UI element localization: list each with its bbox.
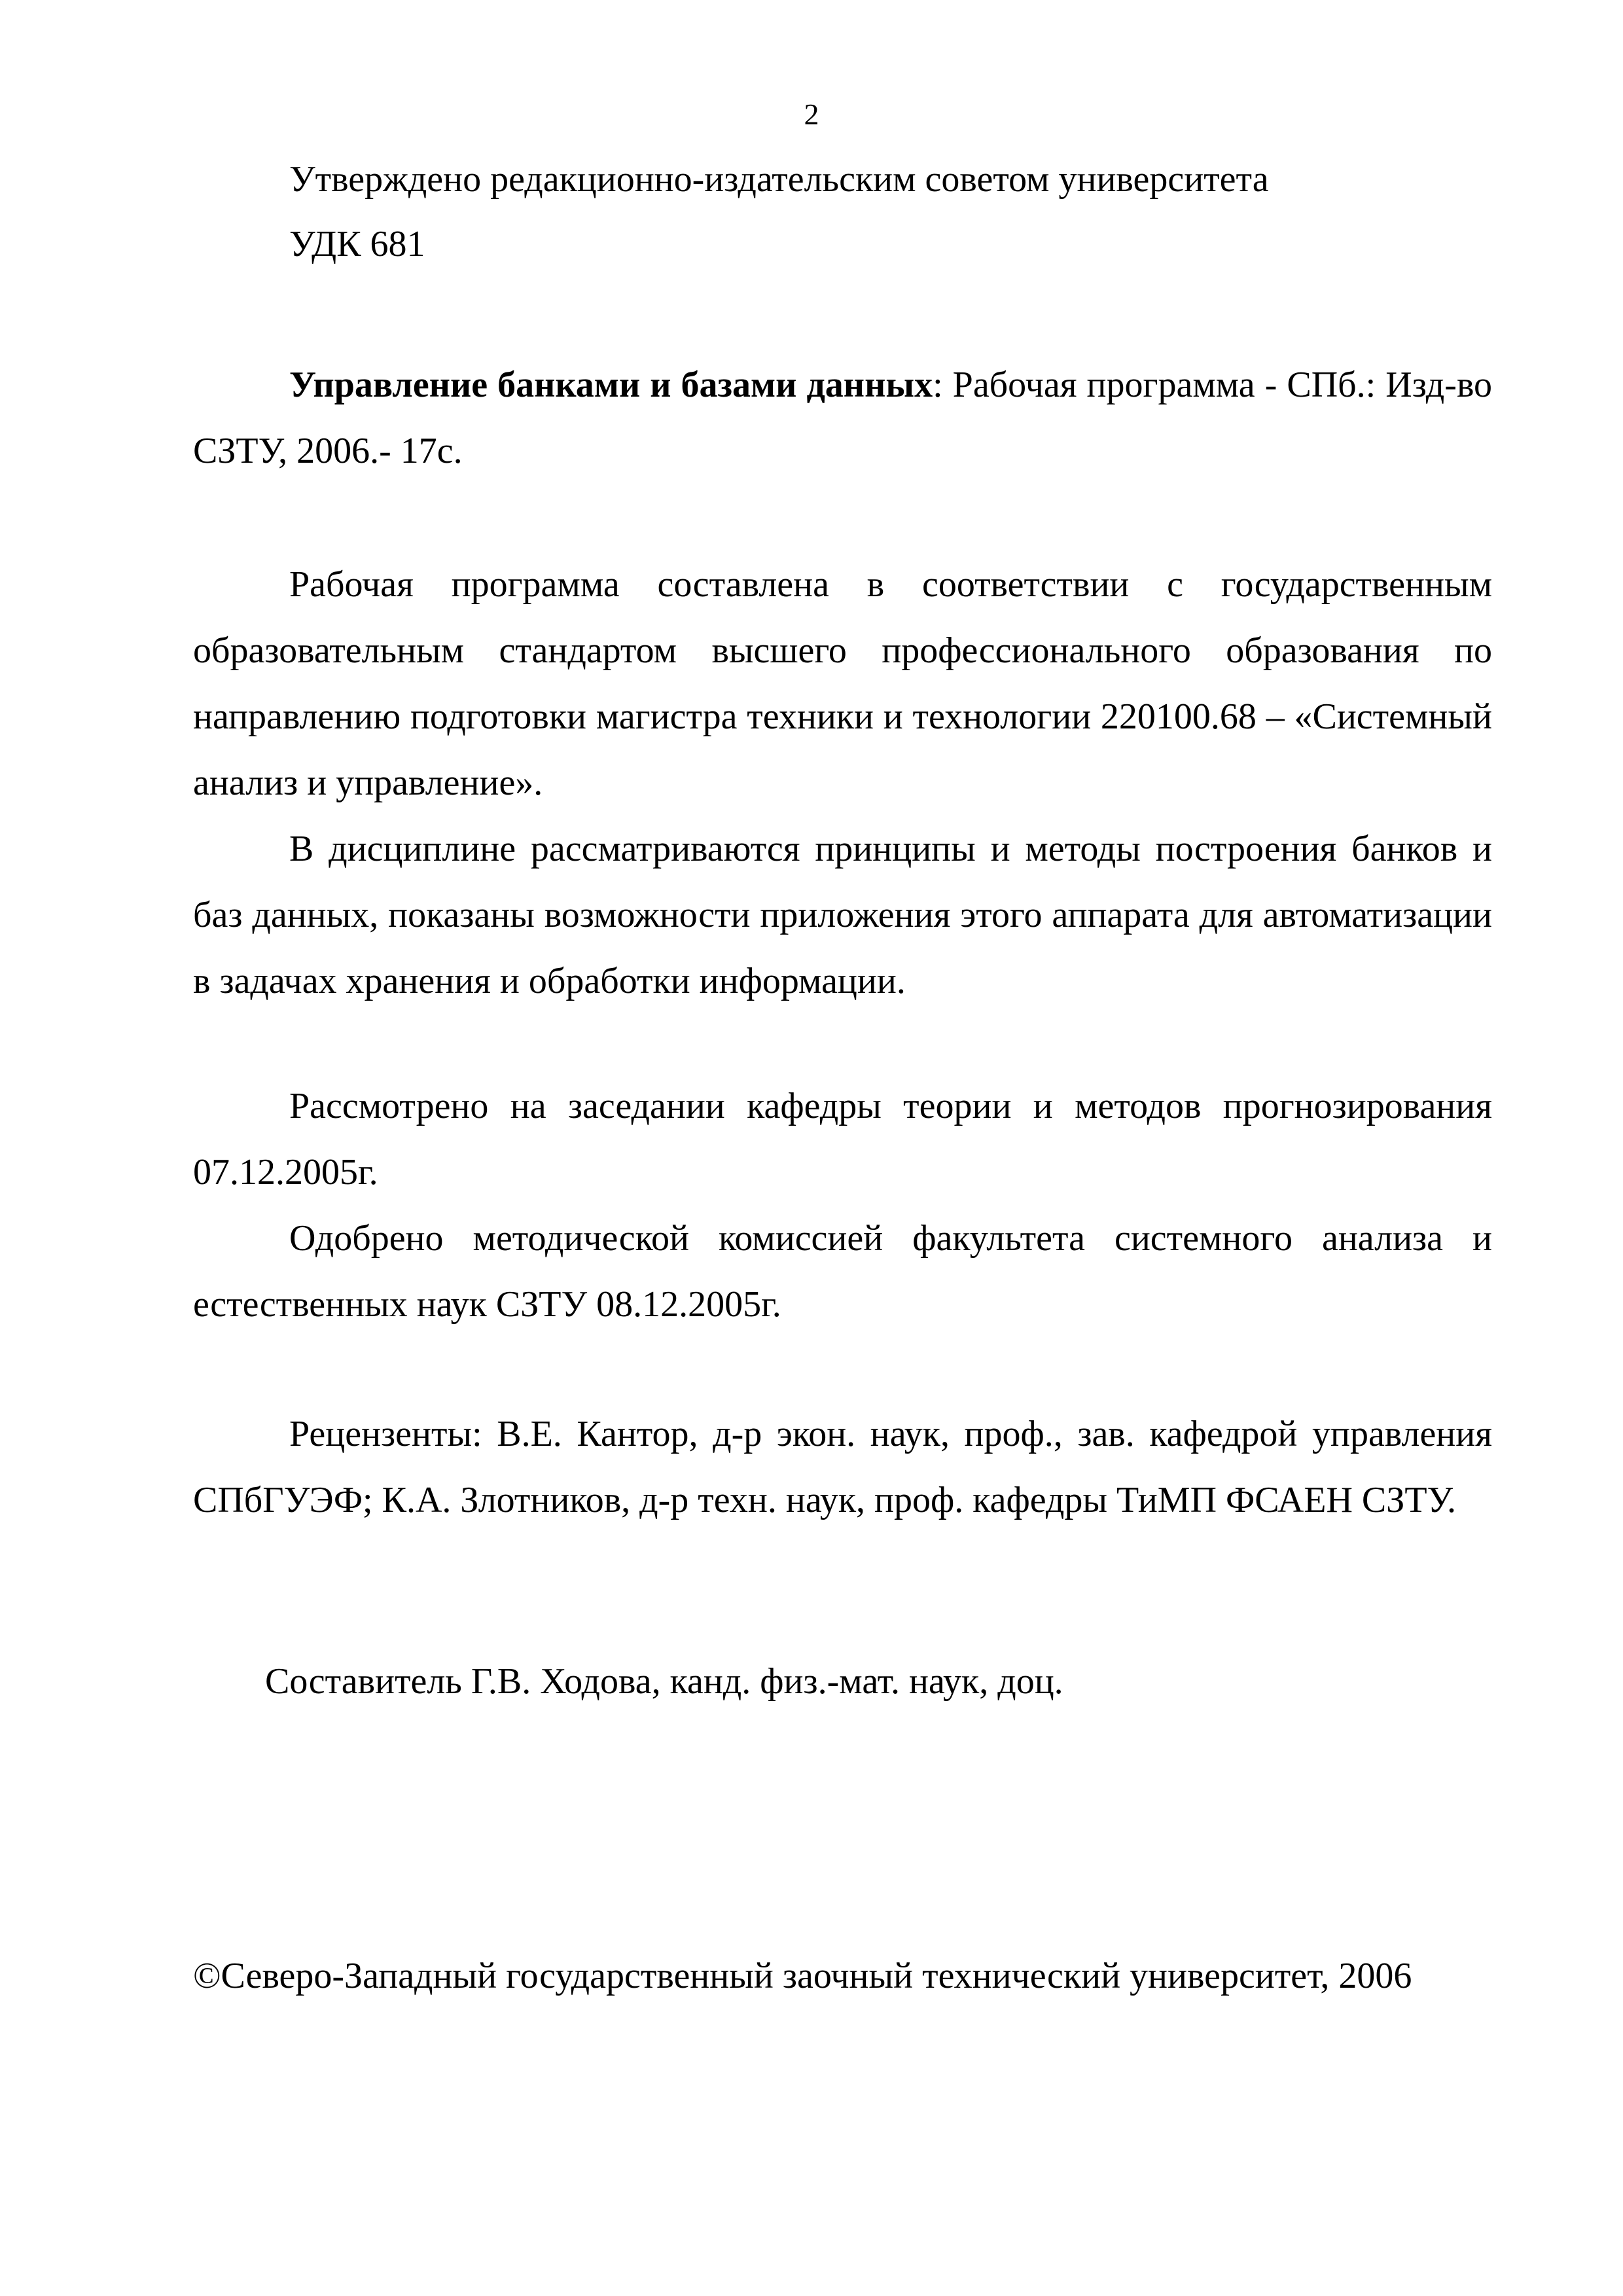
annotation xyxy=(193,552,1492,1014)
copyright-holder: Северо-Западный государственный заочный технический университет, 2006 xyxy=(221,1956,1412,1996)
bibliographic-record xyxy=(193,352,1492,484)
bibliographic-details: : Рабочая программа - СПб.: Изд-во СЗТУ, 2006.- 17с. xyxy=(193,365,1493,471)
commission-approval: Одобрено методической комиссией факультета системного анализа и естественных наук СЗТУ 08.12.2005г. xyxy=(193,1218,1492,1325)
page-number: 2 xyxy=(804,98,819,131)
document-title: Управление банками и базами данных xyxy=(289,365,933,405)
copyright xyxy=(193,1958,1412,1994)
approval-note: Утверждено редакционно-издательским советом университета xyxy=(289,159,1269,200)
department-consideration: Рассмотрено на заседании кафедры теории и методов прогнозирования 07.12.2005г. xyxy=(193,1086,1492,1193)
udk-code: УДК 681 xyxy=(289,224,425,264)
copyright-icon: © xyxy=(193,1956,221,1996)
annotation-paragraph: В дисциплине рассматриваются принципы и методы построения банков и баз данных, показаны возможности приложения этого аппарата для автоматизации в задачах хранения и обработки информации. xyxy=(193,829,1492,1001)
reviewers: Рецензенты: В.Е. Кантор, д-р экон. наук, проф., зав. кафедрой управления СПбГУЭФ; К.А. Злотников, д-р техн. наук, проф. кафедры ТиМП ФСАЕН СЗТУ. xyxy=(193,1414,1492,1520)
compiler: Составитель Г.В. Ходова, канд. физ.-мат. наук, доц. xyxy=(265,1661,1063,1702)
approval-records xyxy=(193,1073,1492,1338)
annotation-paragraph: Рабочая программа составлена в соответствии с государственным образовательным стандартом высшего профессионального образования по направлению подготовки магистра техники и технологии 220100.68 – «Системный анализ и управление». xyxy=(193,564,1492,803)
